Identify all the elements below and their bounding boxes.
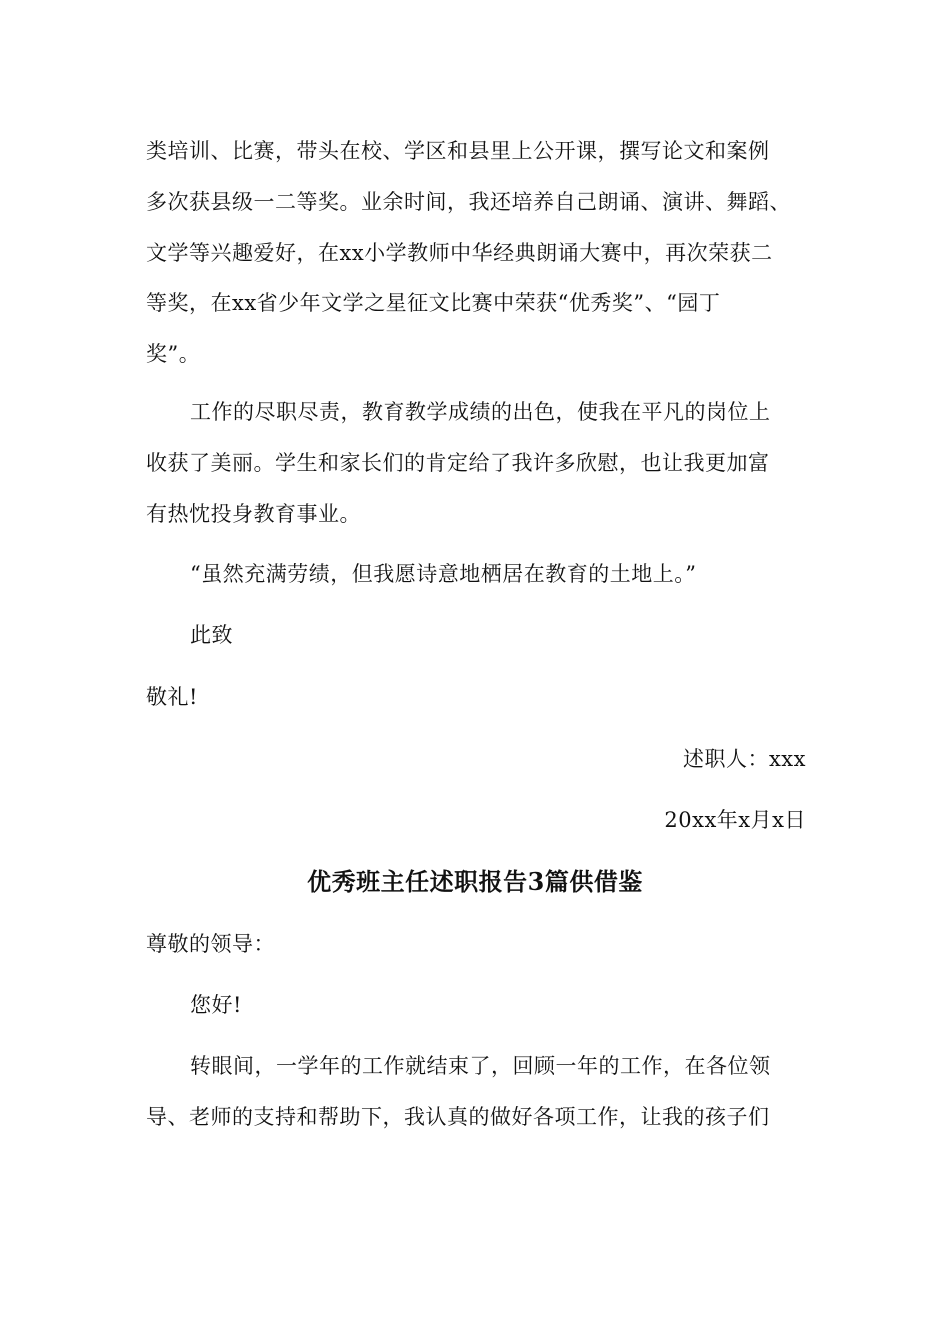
closing-jingli: 敬礼! <box>146 685 198 709</box>
paragraph-line: 转眼间，一学年的工作就结束了，回顾一年的工作，在各位领 <box>190 1054 771 1078</box>
paragraph-line: 有热忱投身教育事业。 <box>146 502 361 526</box>
signature-author: 述职人：xxx <box>682 747 806 771</box>
paragraph-line: 多次获县级一二等奖。业余时间，我还培养自己朗诵、演讲、舞蹈、 <box>146 190 791 214</box>
section-title: 优秀班主任述职报告3篇供借鉴 <box>307 867 643 896</box>
letter-salutation: 尊敬的领导： <box>146 932 275 956</box>
quote-line: “虽然充满劳绩，但我愿诗意地栖居在教育的土地上。” <box>190 562 697 586</box>
signature-date: 20xx年x月x日 <box>664 808 806 832</box>
paragraph-line: 等奖，在xx省少年文学之星征文比赛中荣获“优秀奖”、“园丁 <box>146 291 721 315</box>
letter-greeting: 您好! <box>190 993 242 1017</box>
closing-cizhi: 此致 <box>190 623 233 647</box>
paragraph-line: 收获了美丽。学生和家长们的肯定给了我许多欣慰，也让我更加富 <box>146 451 770 475</box>
paragraph-line: 奖”。 <box>146 342 201 366</box>
paragraph-line: 文学等兴趣爱好，在xx小学教师中华经典朗诵大赛中，再次荣获二 <box>146 241 773 265</box>
paragraph-line: 导、老师的支持和帮助下，我认真的做好各项工作，让我的孩子们 <box>146 1105 770 1129</box>
paragraph-line: 工作的尽职尽责，教育教学成绩的出色，使我在平凡的岗位上 <box>190 400 771 424</box>
paragraph-line: 类培训、比赛，带头在校、学区和县里上公开课，撰写论文和案例 <box>146 139 770 163</box>
